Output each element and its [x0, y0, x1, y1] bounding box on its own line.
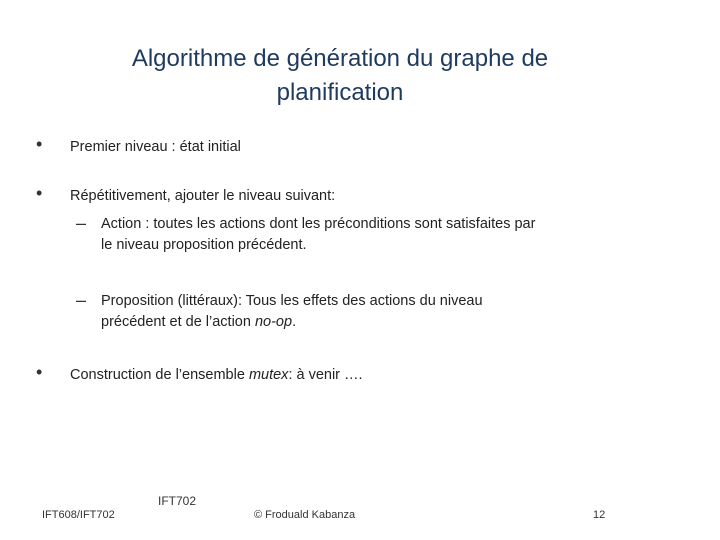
bullet-text-1: Premier niveau : état initial: [70, 139, 241, 155]
footer-course-code: IFT608/IFT702: [42, 509, 115, 521]
bullet-icon: •: [36, 362, 43, 382]
subbullet-1: [101, 214, 621, 256]
bullet-icon: •: [36, 183, 43, 203]
dash-icon: –: [76, 290, 87, 310]
subbullet-1-line1: Action : toutes les actions dont les préconditions sont satisfaites par: [101, 216, 536, 232]
subbullet-2-line1: Proposition (littéraux): Tous les effets des actions du niveau: [101, 293, 483, 309]
bullet-text-3-em: mutex: [248, 367, 289, 383]
subbullet-2-line2-em: no-op: [254, 314, 293, 330]
subbullet-2: [101, 291, 621, 333]
bullet-icon: •: [36, 134, 43, 154]
bullet-text-3-pre: Construction de l’ensemble: [70, 367, 249, 383]
bullet-text-2: Répétitivement, ajouter le niveau suivant:: [70, 188, 336, 204]
dash-icon: –: [76, 213, 87, 233]
footer-course-label: IFT702: [158, 494, 197, 508]
bullet-text-3-post: : à venir ….: [288, 367, 363, 383]
subbullet-2-line2: [101, 312, 621, 333]
subbullet-2-line2-pre: précédent et de l’action: [101, 314, 255, 330]
subbullet-2-line2-post: .: [292, 314, 297, 330]
footer-author: © Froduald Kabanza: [254, 509, 356, 521]
subbullet-1-line2: le niveau proposition précédent.: [101, 237, 307, 253]
bullet-text-3: [70, 365, 363, 386]
page-number: 12: [593, 509, 606, 521]
slide-title: Algorithme de génération du graphe de planification: [131, 45, 549, 106]
